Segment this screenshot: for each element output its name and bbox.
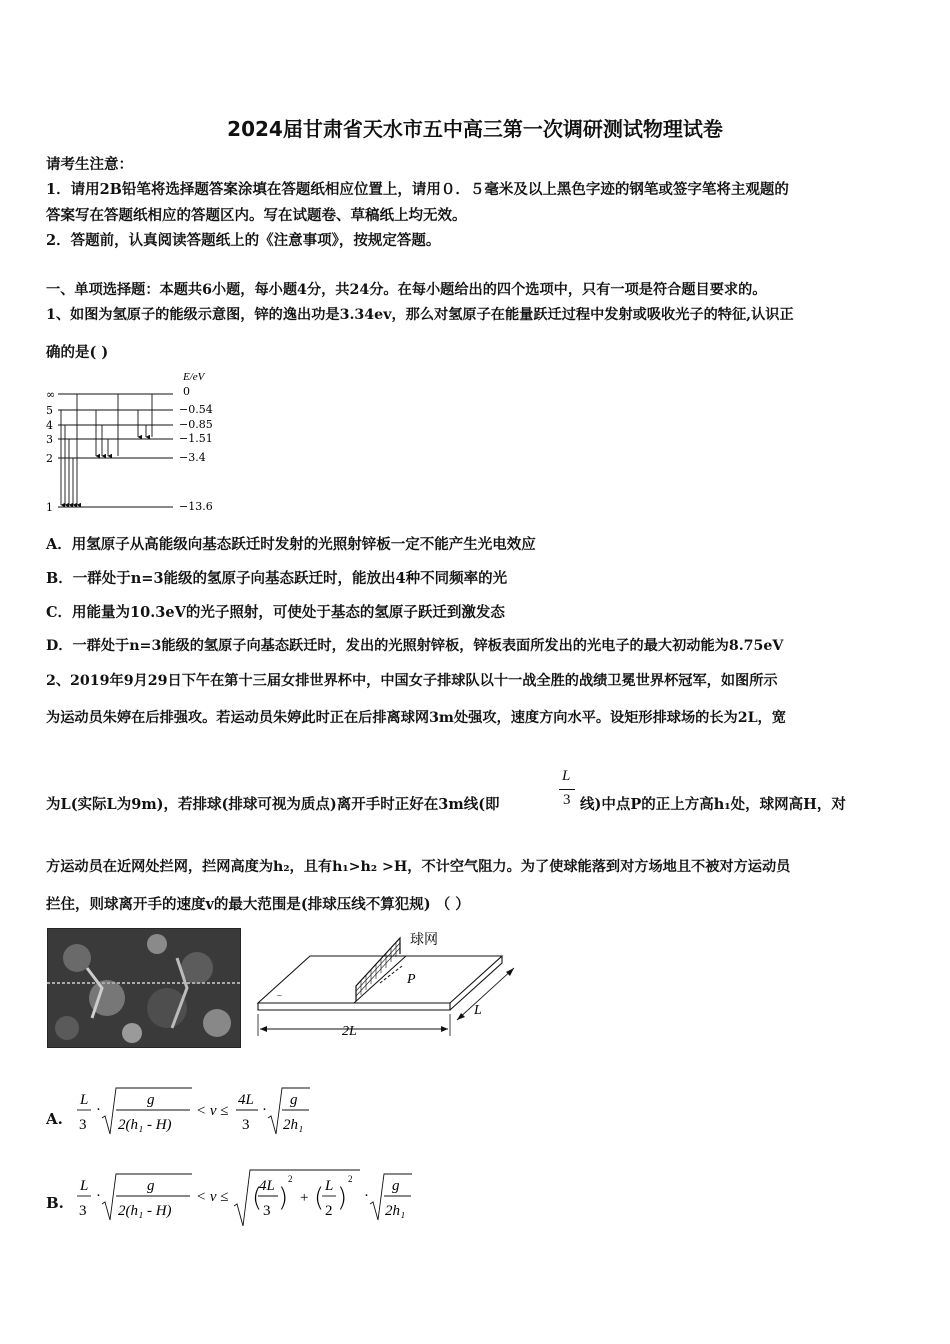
q1-option-c: C．用能量为10.3eV的光子照射，可使处于基态的氢原子跃迁到激发态 [46,604,505,621]
level-e-1: −13.6 [179,500,213,513]
svg-text:): ) [337,1183,348,1213]
level-e-5: −0.54 [179,403,213,416]
level-n-2: 2 [46,452,53,465]
svg-text:·: · [96,1102,101,1118]
section-heading: 一、单项选择题：本题共6小题，每小题4分，共24分。在每小题给出的四个选项中，只有一项是符合题目要求的。 [46,282,767,298]
b-exp-1: 2 [288,1174,293,1184]
q2-option-b-label: B. [46,1194,64,1212]
energy-level-diagram [40,366,240,516]
q2-option-b-formula [72,1166,422,1232]
level-n-5: 5 [46,404,53,417]
b-t1-den: 3 [79,1203,87,1219]
q2-line5: 拦住，则球离开手的速度v的最大范围是(排球压线不算犯规) （ ） [46,896,470,913]
level-e-4: −0.85 [179,418,213,431]
b-t1-num: L [80,1178,89,1194]
level-e-3: −1.51 [179,432,213,445]
q2-line1: 2、2019年9月29日下午在第十三届女排世界杯中，中国女子排球队以十一战全胜的战绩卫冕世界杯冠军，如图所示 [46,673,778,689]
a-r2-num: g [290,1092,298,1108]
q1-stem-line2: 确的是( ) [46,344,109,361]
volleyball-photo [47,928,241,1048]
q2-frac-num: L [562,768,571,784]
q2-frac-den: 3 [563,792,571,808]
b-p2-den: 2 [325,1203,333,1219]
q2-option-a-formula [72,1082,332,1144]
page-title: 2024届甘肃省天水市五中高三第一次调研测试物理试卷 [227,117,723,141]
length-label: 2L [342,1024,357,1039]
q1-option-a: A．用氢原子从高能级向基态跃迁时发射的光照射锌板一定不能产生光电效应 [46,536,536,553]
svg-text:~: ~ [276,991,283,1000]
level-e-inf: 0 [183,385,190,398]
q2-frac-bar [559,789,575,790]
notice-heading: 请考生注意： [46,156,133,173]
a-t2-num: 4L [238,1092,254,1108]
a-r1-den: 2(h₁ - H) [118,1117,172,1133]
b-exp-2: 2 [348,1174,353,1184]
svg-text:·: · [96,1188,101,1204]
net-label: 球网 [410,932,438,948]
b-p1-den: 3 [263,1203,271,1219]
svg-text:·: · [364,1188,369,1204]
svg-text:(: ( [252,1183,263,1213]
a-relation: < v ≤ [196,1103,229,1119]
q2-option-a-label: A. [46,1110,63,1128]
b-p1-num: 4L [259,1178,275,1194]
notice-line-2: 答案写在答题纸相应的答题区内。写在试题卷、草稿纸上均无效。 [46,207,467,224]
q1-option-b: B．一群处于n=3能级的氢原子向基态跃迁时，能放出4种不同频率的光 [46,570,508,587]
notice-line-1: 1．请用2B铅笔将选择题答案涂填在答题纸相应位置上，请用０．５毫米及以上黑色字迹的钢笔或签字笔将主观题的 [46,181,789,198]
q2-line3b: 线)中点P的正上方高h₁处，球网高H，对 [580,796,846,813]
level-n-1: 1 [46,501,53,514]
notice-line-3: 2．答题前，认真阅读答题纸上的《注意事项》，按规定答题。 [46,232,441,249]
a-r1-num: g [147,1092,155,1108]
court-diagram [252,928,532,1048]
svg-text:): ) [278,1183,289,1213]
level-n-inf: ∞ [46,388,56,401]
a-t2-den: 3 [242,1117,250,1133]
svg-text:(: ( [314,1183,325,1213]
q2-line3a: 为L(实际L为9m)，若排球(排球可视为质点)离开手时正好在3m线(即 [46,796,500,813]
b-r2-den: 2h₁ [385,1203,406,1219]
q1-stem-line1: 1、如图为氢原子的能级示意图，锌的逸出功是3.34ev，那么对氢原子在能量跃迁过程中发射或吸收光子的特征,认识正 [46,307,794,323]
a-t1-num: L [80,1092,89,1108]
b-r1-den: 2(h₁ - H) [118,1203,172,1219]
b-plus: + [300,1190,309,1206]
b-p2-num: L [325,1178,334,1194]
svg-text:·: · [262,1102,267,1118]
q1-option-d: D．一群处于n=3能级的氢原子向基态跃迁时，发出的光照射锌板，锌板表面所发出的光电子的最大初动能为8.75eV [46,638,784,654]
level-n-4: 4 [46,419,53,432]
a-t1-den: 3 [79,1117,87,1133]
a-r2-den: 2h₁ [283,1117,304,1133]
b-r2-num: g [392,1178,400,1194]
level-n-3: 3 [46,433,53,446]
b-r1-num: g [147,1178,155,1194]
axis-label: E/eV [183,371,205,383]
b-relation: < v ≤ [196,1189,229,1205]
width-label: L [474,1003,482,1018]
level-e-2: −3.4 [179,451,206,464]
q2-line4: 方运动员在近网处拦网，拦网高度为h₂，且有h₁>h₂ >H，不计空气阻力。为了使球能落到对方场地且不被对方运动员 [46,859,791,875]
point-p-label: P [407,972,416,987]
q2-line2: 为运动员朱婷在后排强攻。若运动员朱婷此时正在后排离球网3m处强攻，速度方向水平。设矩形排球场的长为2L，宽 [46,710,786,726]
